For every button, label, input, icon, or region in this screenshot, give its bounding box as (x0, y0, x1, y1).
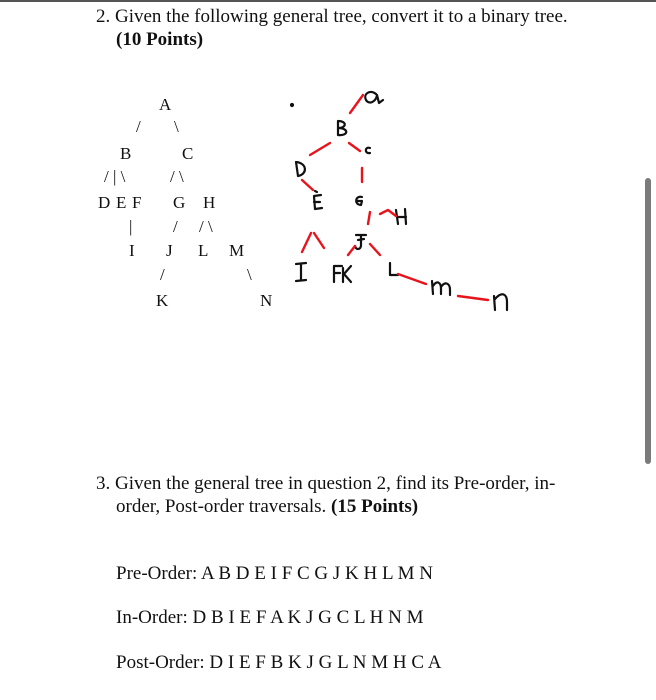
hand-edge-j-k (348, 246, 355, 255)
hand-node-k (343, 266, 351, 282)
tree-branches-b: / | \ (104, 167, 126, 186)
hand-node-a (365, 92, 383, 103)
question-3-points: (15 Points) (331, 496, 419, 517)
question-3-line1: Given the general tree in question 2, find its Pre-order, in- (115, 473, 556, 494)
tree-node-k: K (156, 291, 169, 310)
hand-node-f (334, 266, 342, 282)
tree-node-d: D (98, 193, 111, 212)
hand-edge-a-b (350, 95, 363, 113)
question-3-number: 3. (96, 473, 111, 494)
tree-node-e: E (116, 193, 127, 212)
tree-node-l: L (198, 241, 209, 260)
hand-edge-g-h (380, 210, 396, 216)
tree-branch-d: | (129, 217, 133, 236)
hand-node-d (296, 162, 305, 176)
tree-node-i: I (129, 241, 135, 260)
hand-node-i (296, 263, 306, 281)
hand-edge-e-i (302, 233, 311, 252)
tree-branch-a-right: \ (174, 117, 179, 136)
hand-edge-l-m (398, 274, 426, 284)
tree-branches-c: / \ (170, 167, 184, 186)
tree-branch-m: \ (247, 265, 252, 284)
tree-node-f: F (132, 193, 142, 212)
tree-node-h: H (203, 193, 216, 212)
vertical-scrollbar[interactable] (645, 178, 651, 464)
tree-branch-g: / (173, 217, 178, 236)
tree-node-j: J (166, 241, 173, 260)
hand-node-g (356, 197, 362, 205)
hand-edge-b-d (310, 143, 330, 155)
hand-node-j (355, 235, 366, 249)
answer-pre-order: Pre-Order: A B D E I F C G J K H L M N (116, 563, 434, 584)
question-2-points: (10 Points) (116, 29, 204, 50)
hand-node-n (494, 294, 507, 310)
hand-edge-b-c (349, 143, 360, 151)
tree-branches-h: / \ (199, 217, 213, 236)
tree-node-b: B (120, 144, 132, 163)
answer-post-order: Post-Order: D I E F B K J G L N M H C A (116, 652, 442, 673)
hand-edge-j-l (370, 244, 380, 255)
hand-node-c (366, 148, 370, 153)
hand-edge-g-j (368, 212, 370, 224)
tree-node-a: A (159, 95, 172, 114)
tree-node-n: N (260, 291, 273, 310)
question-3-line2: order, Post-order traversals. (116, 496, 327, 517)
hand-dot (291, 104, 293, 106)
tree-branch-j: / (160, 265, 165, 284)
tree-node-c: C (182, 144, 194, 163)
hand-edge-i-f (314, 233, 324, 248)
tree-branch-a-left: / (136, 117, 141, 136)
question-2-text: Given the following general tree, convert it to a binary tree. (115, 6, 568, 27)
hand-node-l (390, 263, 398, 275)
question-3 (96, 472, 555, 495)
hand-node-b (338, 121, 346, 135)
tree-node-m: M (229, 241, 245, 260)
hand-node-h (396, 209, 406, 224)
answer-in-order: In-Order: D B I E F A K J G C L H N M (116, 607, 424, 628)
tree-node-g: G (173, 193, 186, 212)
hand-edge-m-n (458, 296, 488, 300)
question-3-line2-row (116, 495, 418, 518)
hand-node-m (432, 281, 450, 295)
hand-edge-d-e (302, 180, 313, 190)
question-2-number: 2. (96, 6, 111, 27)
hand-node-e (314, 191, 322, 209)
